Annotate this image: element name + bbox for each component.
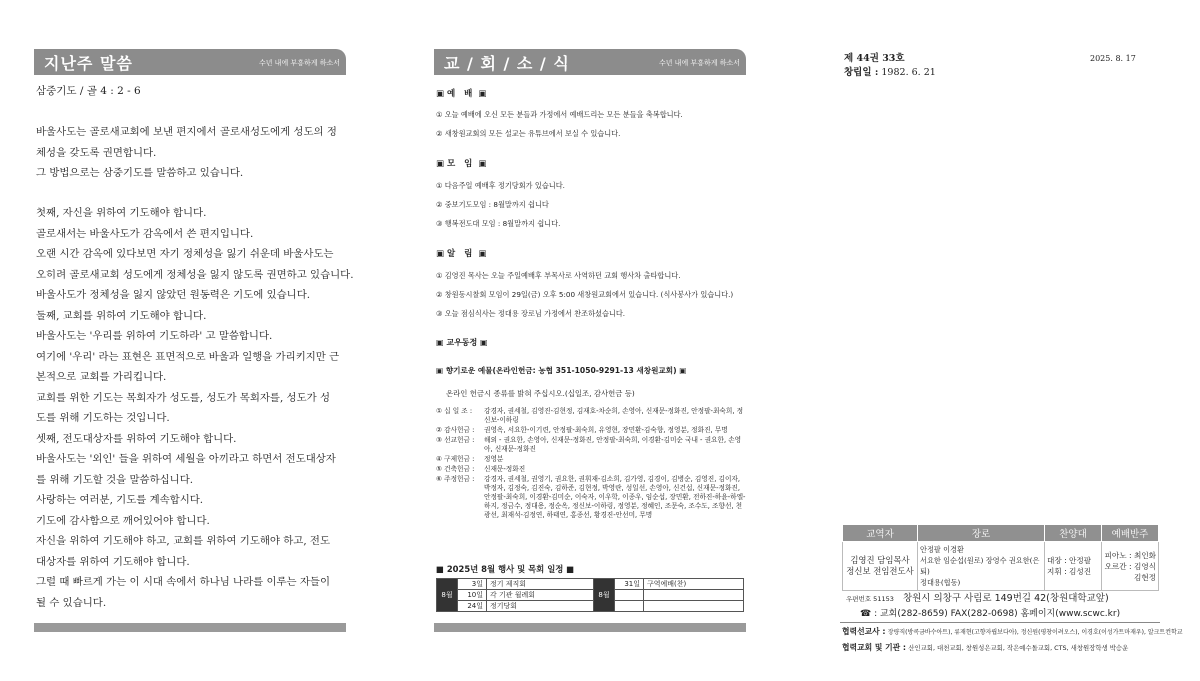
sermon-title: 지난주 말씀 bbox=[44, 54, 133, 73]
text-line: 바울사도는 '외인' 들을 위하여 세월을 아끼라고 하면서 전도대상자 bbox=[36, 453, 336, 465]
divider bbox=[840, 622, 1160, 623]
meeting-item: ② 중보기도모임 : 8월말까지 쉽니다 bbox=[436, 200, 549, 209]
offering-row: ⑤ 건축헌금 : 신재문-정화진 bbox=[436, 465, 526, 473]
sermon-paragraph-1 bbox=[36, 122, 346, 184]
coop-missionary: 협력선교사 : 장량직(방콕금바수아트), 류재현(고향자립보다아), 정신원(평창이려오스), 이경호(이성가트마재우), 알크트컨학교 bbox=[842, 627, 1183, 636]
coop-church: 협력교회 및 기관 : 산인교회, 대천교회, 창원성은교회, 작은예수돌교회, CTS, 새창원장학생 박승운 bbox=[842, 643, 1129, 652]
sermon-footer-bar bbox=[34, 623, 346, 632]
notice-section-title: ▣ 알 림 ▣ bbox=[436, 249, 487, 259]
sermon-subtitle: 수년 내에 부흥하게 하소서 bbox=[258, 59, 340, 67]
contact-line: ☎ : 교회(282-8659) FAX(282-0698) 홈페이지(www.scwc.kr) bbox=[860, 609, 1121, 619]
text-line: 그럴 때 빠르게 가는 이 시대 속에서 하나님 나라를 이루는 자들이 bbox=[36, 576, 330, 588]
text-line: 여기에 '우리' 라는 표현은 표면적으로 바울과 일행을 가리키지만 근 bbox=[36, 350, 340, 363]
accompany-cell: 피아노 : 최인화 오르간 : 김영식 김현정 bbox=[1102, 542, 1159, 591]
text-line: 를 위해 기도할 것을 말씀하십니다. bbox=[36, 473, 194, 486]
offering-row: ① 십 일 조 : 강경자, 권세철, 김영진-김현정, 김재호-차순희, 손영아, 신재문-정화진, 안정팔-최숙희, 정신보-이하링 bbox=[436, 407, 744, 424]
offering-intro: 온라인 헌금시 종류를 밝혀 주십시오.(십일조, 감사헌금 등) bbox=[446, 389, 635, 398]
text-line: 골로새서는 바울사도가 감옥에서 쓴 편지입니다. bbox=[36, 227, 254, 240]
text-line: 본적으로 교회를 가리킵니다. bbox=[36, 371, 167, 383]
news-subtitle: 수년 내에 부흥하게 하소서 bbox=[658, 59, 740, 67]
worship-item: ① 오늘 예배에 오신 모든 분들과 가정에서 예배드리는 모든 분들을 축복합니다. bbox=[436, 110, 683, 119]
bulletin-date: 2025. 8. 17 bbox=[1090, 54, 1136, 63]
sermon-paragraph-2 bbox=[36, 203, 354, 613]
text-line: 첫째, 자신을 위하여 기도해야 합니다. bbox=[36, 207, 207, 219]
worship-section-title: ▣ 예 배 ▣ bbox=[436, 89, 487, 99]
news-footer-bar bbox=[434, 623, 746, 632]
meeting-section-title: ▣ 모 임 ▣ bbox=[436, 159, 487, 169]
schedule-month: 8월 bbox=[594, 579, 615, 612]
pastors-cell: 김영진 담임목사 정신보 전임전도사 bbox=[843, 542, 918, 591]
offering-row: ③ 선교헌금 : 해외 - 권요한, 손영아, 신재문-정화진, 안정팔-최숙희, 이경환-김미순 국내 - 권요한, 손영아, 신재문-정화진 bbox=[436, 436, 742, 453]
address-line: 우편번호 51153 창원시 의창구 사림로 149번길 42(창원대학교앞) bbox=[846, 593, 1109, 604]
text-line: 될 수 있습니다. bbox=[36, 596, 107, 609]
schedule-title: ■ 2025년 8월 행사 및 목회 일정 ■ bbox=[436, 564, 575, 574]
meeting-item: ① 다음주일 예배후 정기당회가 있습니다. bbox=[436, 181, 565, 190]
offering-row: ② 감사헌금 : 권영옥, 서요한-이기련, 안정팔-최숙희, 유영현, 장민환-김숙향, 정영분, 정화진, 무명 bbox=[436, 426, 728, 434]
text-line: 바울사도가 정체성을 잃지 않았던 원동력은 기도에 있습니다. bbox=[36, 289, 311, 301]
worship-item: ② 새창원교회의 모든 설교는 유튜브에서 보실 수 있습니다. bbox=[436, 129, 621, 138]
offering-row: ⑥ 주정헌금 : 강경자, 권세철, 권영기, 권요한, 권휘재-김소희, 김가영, 김경이, 김병순, 김영진, 김이자, 박정자, 김정숙, 김진숙, 김하준, 김현정, 박영란, 성일선, 손영아, 신건섭, 신재문-정화진, 안정팔-최숙희, 이경환-김미순, 이숙자, 이우학, 이종우, 임순섭, 장민환, 전하진-하윤-하엘-하지, 정금수, 정대용, 정순옥, 정신보-이하링, 정영분, 정혜인, 조문숙, 조수도, 조향선, 천광선, 최재석-김정연, 하태연, 홍종선, 황경진-안선미, 무명 bbox=[436, 475, 746, 519]
text-line: 오랜 시간 감옥에 있다보면 자기 정체성을 잃기 쉬운데 바울사도는 bbox=[36, 248, 334, 260]
offering-list bbox=[436, 407, 746, 521]
meeting-item: ③ 행복전도대 모임 : 8월말까지 쉽니다. bbox=[436, 219, 561, 228]
text-line: 자신을 위하여 기도해야 하고, 교회를 위하여 기도해야 하고, 전도 bbox=[36, 535, 330, 547]
fellowship-section-title: ▣ 교우동정 ▣ bbox=[436, 338, 488, 347]
text-line: 교회를 위한 기도는 목회자가 성도를, 성도가 목회자를, 성도가 성 bbox=[36, 391, 330, 404]
notice-item: ① 김영진 목사는 오늘 주일예배후 부목사로 사역하던 교회 행사차 출타합니다. bbox=[436, 271, 681, 280]
sermon-header bbox=[34, 49, 346, 75]
text-line: 기도에 감사함으로 깨어있어야 합니다. bbox=[36, 514, 210, 527]
text-line: 셋째, 전도대상자를 위하여 기도해야 합니다. bbox=[36, 432, 237, 445]
text-line: 둘째, 교회를 위하여 기도해야 합니다. bbox=[36, 309, 207, 322]
text-line: 그 방법으로는 삼중기도를 말씀하고 있습니다. bbox=[36, 167, 244, 179]
notice-item: ② 창원동시찰회 모임이 29일(금) 오후 5:00 새창원교회에서 있습니다. (식사봉사가 있습니다.) bbox=[436, 290, 734, 299]
staff-table: 교역자 장로 찬양대 예배반주 김영진 담임목사 정신보 전임전도사 안정팔 이경환 서요한 임순섭(원로) 장영수 권요한(은퇴) 정대용(협동) 대장 : 안정팔 지휘 : 김성진 피아노 : 최인화 오르간 : 김영식 김현정 bbox=[842, 524, 1159, 591]
text-line: 사랑하는 여러분, 기도를 계속합시다. bbox=[36, 494, 204, 506]
text-line: 바울사도는 '우리를 위하여 기도하라' 고 말씀합니다. bbox=[36, 330, 273, 342]
text-line: 대상자를 위하여 기도해야 합니다. bbox=[36, 555, 190, 568]
news-title: 교 / 회 / 소 / 식 bbox=[444, 54, 570, 73]
scripture-reference: 삼중기도 / 골 4 : 2 - 6 bbox=[36, 85, 141, 97]
text-line: 도를 위해 기도하는 것입니다. bbox=[36, 412, 170, 424]
notice-item: ③ 오늘 점심식사는 정대용 장로님 가정에서 찬조하셨습니다. bbox=[436, 309, 626, 318]
elders-cell: 안정팔 이경환 서요한 임순섭(원로) 장영수 권요한(은퇴) 정대용(협동) bbox=[918, 542, 1045, 591]
news-header bbox=[434, 49, 746, 75]
text-line: 바울사도는 골로새교회에 보낸 편지에서 골로새성도에게 성도의 정 bbox=[36, 126, 337, 138]
schedule-month: 8월 bbox=[437, 579, 458, 612]
text-line: 오히려 골로새교회 성도에게 정체성을 잃지 않도록 권면하고 있습니다. bbox=[36, 268, 354, 281]
offering-section-title: ▣ 향기로운 예물(온라인헌금: 농협 351-1050-9291-13 새창원교회) ▣ bbox=[436, 366, 687, 375]
founded-line: 창립일 : 1982. 6. 21 bbox=[844, 67, 936, 78]
text-line: 체성을 갖도록 권면합니다. bbox=[36, 146, 157, 159]
volume-number: 제 44권 33호 bbox=[844, 53, 905, 64]
choir-cell: 대장 : 안정팔 지휘 : 김성진 bbox=[1045, 542, 1102, 591]
offering-row: ④ 구제헌금 : 정영분 bbox=[436, 455, 504, 463]
schedule-table: 8월 3일 정기 제직회 8월 31일 구역예배(찬) 10일 각 기관 월례회 24일 정기당회 bbox=[436, 578, 744, 612]
